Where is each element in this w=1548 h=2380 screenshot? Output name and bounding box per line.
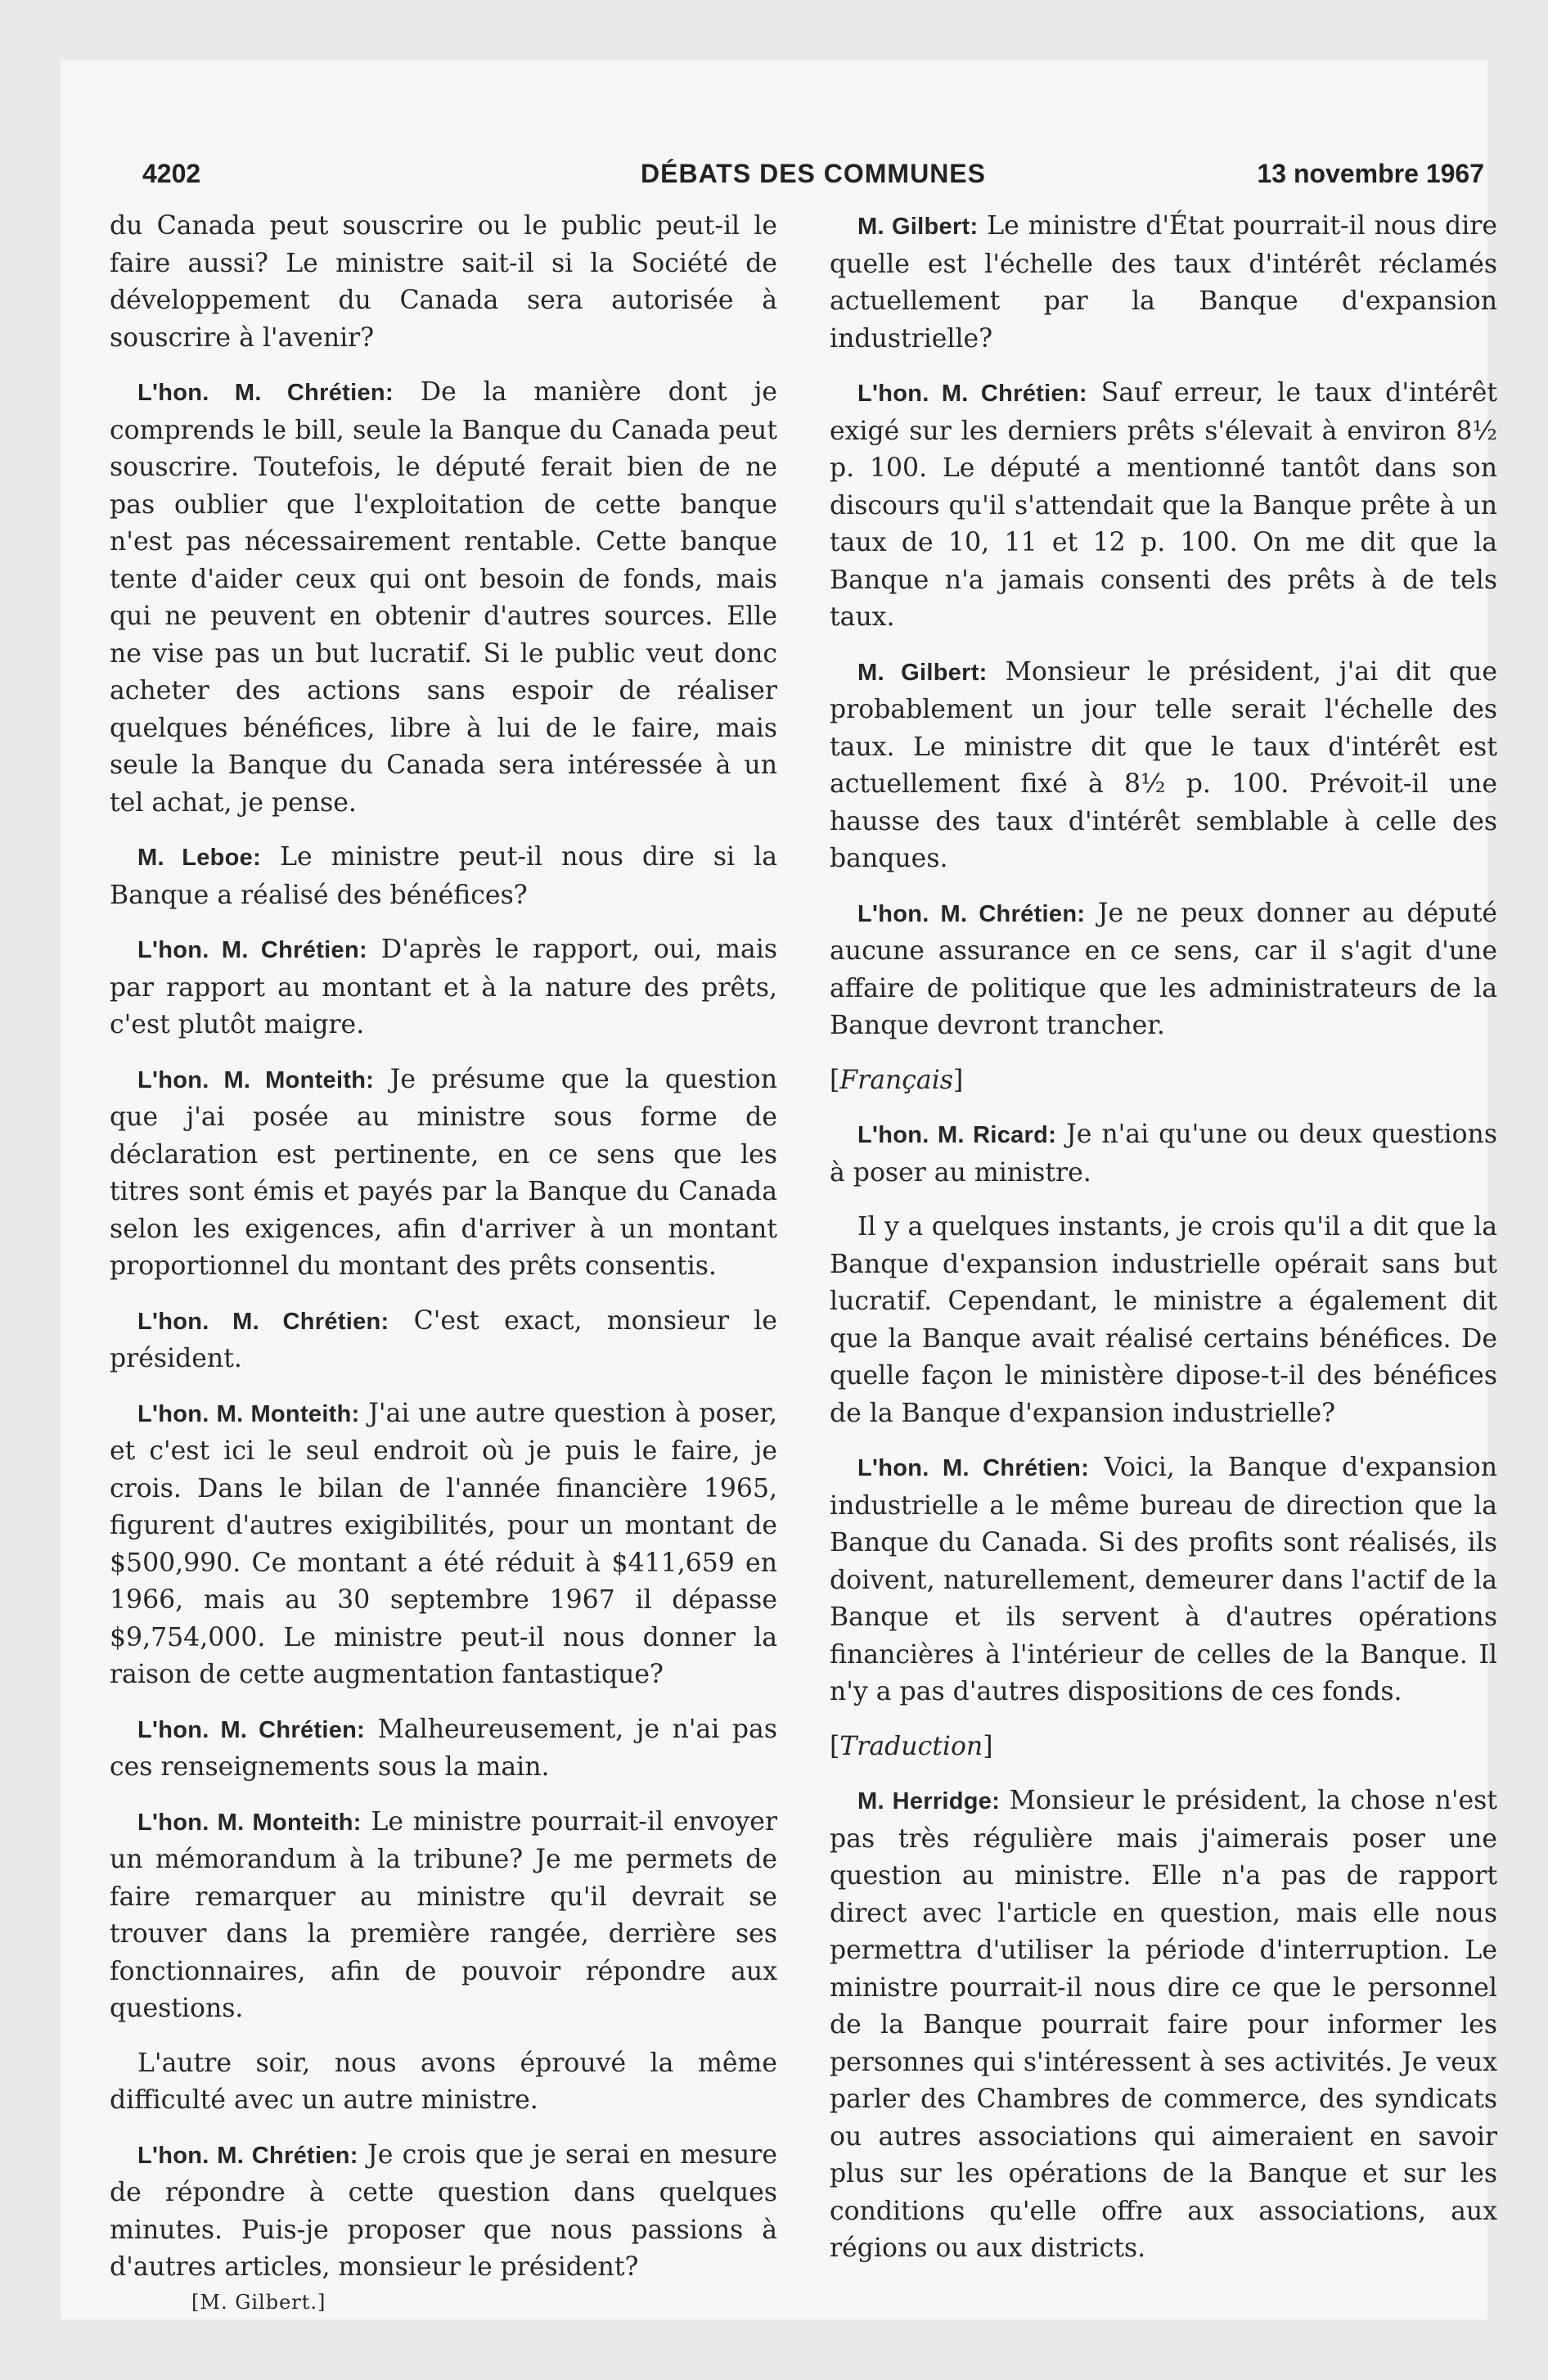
- paragraph: [110, 208, 777, 357]
- left-column: [110, 208, 777, 2304]
- paragraph-text: Je ne peux donner au député aucune assurance en ce sens, car il s'agit d'une affaire de politique que les administrateurs de la Banque devront trancher.: [830, 898, 1498, 1040]
- footnote: [M. Gilbert.]: [191, 2291, 326, 2314]
- speaker-name: L'hon. M. Chrétien:: [857, 381, 1087, 407]
- paragraph-text: Je présume que la question que j'ai posée au ministre sous forme de déclaration est pertinente, en ce sens que les titres sont émis et payés par la Banque du Canada selon les exigences, afin d'arriver à un montant proportionnel du montant des prêts consentis.: [110, 1064, 778, 1281]
- paragraph-text: Voici, la Banque d'expansion industrielle a le même bureau de direction que la Banque du Canada. Si des profits sont réalisés, ils doivent, naturellement, demeurer dans l'actif de la Banque et ils servent à d'autres opérations financières à l'intérieur de celles de la Banque. Il n'y a pas d'autres dispositions de ces fonds.: [830, 1453, 1498, 1706]
- paragraph: [110, 839, 777, 914]
- speaker-name: L'hon. M. Chrétien:: [137, 380, 394, 406]
- language-label: Français: [839, 1065, 953, 1095]
- page-date: 13 novembre 1967: [1257, 159, 1484, 188]
- paragraph: [830, 1783, 1497, 2268]
- paragraph-text: du Canada peut souscrire ou le public peut-il le faire aussi? Le ministre sait-il si la Société de développement du Canada sera autorisée à souscrire à l'avenir?: [110, 211, 777, 353]
- speaker-name: L'hon. M. Ricard:: [857, 1122, 1057, 1148]
- paragraph: [830, 1116, 1497, 1192]
- paragraph-text: L'autre soir, nous avons éprouvé la même difficulté avec un autre ministre.: [110, 2048, 777, 2115]
- page-number: 4202: [142, 159, 201, 188]
- speaker-name: L'hon. M. Chrétien:: [857, 1455, 1090, 1481]
- page-header: [142, 144, 1484, 201]
- speaker-name: L'hon. M. Monteith:: [137, 1400, 360, 1427]
- speaker-name: L'hon. M. Monteith:: [137, 1809, 362, 1836]
- paragraph-text: Monsieur le président, j'ai dit que probablement un jour telle serait l'échelle des taux. Le ministre dit que le taux d'intérêt est actuellement fixé à 8½ p. 100. Prévoit-il une hausse des taux d'intérêt semblable à celle des banques.: [830, 656, 1498, 873]
- language-marker: [Français]: [830, 1065, 964, 1095]
- speaker-name: M. Gilbert:: [857, 659, 988, 686]
- speaker-name: L'hon. M. Chrétien:: [137, 1716, 366, 1743]
- paragraph-text: C'est exact, monsieur le président.: [110, 1305, 777, 1373]
- right-column: [830, 208, 1497, 2285]
- speaker-name: L'hon. M. Chrétien:: [137, 1308, 389, 1335]
- paragraph-text: Le ministre peut-il nous dire si la Banque a réalisé des bénéfices?: [110, 842, 778, 910]
- paragraph: [110, 931, 777, 1044]
- paragraph: [110, 1062, 777, 1286]
- paragraph-text: Monsieur le président, la chose n'est pas très régulière mais j'aimerais poser une question au ministre. Elle n'a pas de rapport direct avec l'article en question, mais elle nous permettra d'utiliser la période d'interruption. Le ministre pourrait-il nous dire ce que le personnel de la Banque pourrait faire pour informer les personnes qui s'intéressent à ses activités. Je veux parler des Chambres de commerce, des syndicats ou autres associations qui aimeraient en savoir plus sur les opérations de la Banque et sur les conditions qu'elle offre aux associations, aux régions ou aux districts.: [830, 1786, 1497, 2263]
- paragraph-text: Sauf erreur, le taux d'intérêt exigé sur les derniers prêts s'élevait à environ 8½ p. 100. Le député a mentionné tantôt dans son discours qu'il s'attendait que la Banque prête à un taux de 10, 11 et 12 p. 100. On me dit que la Banque n'a jamais consenti des prêts à de tels taux.: [830, 378, 1497, 632]
- speaker-name: L'hon. M. Chrétien:: [137, 937, 367, 963]
- paragraph-text: Le ministre d'État pourrait-il nous dire quelle est l'échelle des taux d'intérêt réclamés actuellement par la Banque d'expansion industrielle?: [830, 211, 1497, 354]
- paragraph-text: Le ministre pourrait-il envoyer un mémorandum à la tribune? Je me permets de faire remarquer au ministre qu'il devrait se trouver dans la première rangée, derrière ses fonctionnaires, afin de pouvoir répondre aux questions.: [110, 1806, 778, 2023]
- paragraph: [830, 1209, 1497, 1432]
- language-marker: [Traduction]: [830, 1731, 993, 1761]
- paragraph: [110, 1711, 777, 1787]
- paragraph: [110, 2137, 777, 2287]
- page-title: DÉBATS DES COMMUNES: [641, 159, 986, 188]
- page-sheet: [61, 61, 1498, 2319]
- paragraph: [830, 375, 1497, 637]
- paragraph: [110, 1804, 777, 2028]
- speaker-name: L'hon. M. Chrétien:: [857, 900, 1086, 927]
- paragraph-text: J'ai une autre question à poser, et c'est ici le seul endroit où je puis le faire, je crois. Dans le bilan de l'année financière 1965, figurent d'autres exigibilités, pour un montant de $500,990. Ce montant a été réduit à $411,659 en 1966, mais au 30 septembre 1967 il dépasse $9,754,000. Le ministre peut-il nous donner la raison de cette augmentation fantastique?: [110, 1398, 778, 1689]
- paragraph-text: De la manière dont je comprends le bill, seule la Banque du Canada peut souscrire. Toutefois, le député ferait bien de ne pas oublier que l'exploitation de cette banque n'est pas nécessairement rentable. Cette banque tente d'aider ceux qui ont besoin de fonds, mais qui ne peuvent en obtenir d'autres sources. Elle ne vise pas un but lucratif. Si le public veut donc acheter des actions sans espoir de réaliser quelques bénéfices, libre à lui de le faire, mais seule la Banque du Canada sera intéressée à un tel achat, je pense.: [110, 377, 778, 818]
- paragraph: [110, 1303, 777, 1378]
- paragraph: [110, 1395, 777, 1694]
- paragraph: [830, 1449, 1497, 1711]
- paragraph-text: D'après le rapport, oui, mais par rapport au montant et à la nature des prêts, c'est plutôt maigre.: [110, 935, 778, 1039]
- speaker-name: M. Gilbert:: [857, 214, 979, 240]
- paragraph: [110, 374, 777, 822]
- paragraph: [110, 2045, 777, 2120]
- speaker-name: L'hon. M. Monteith:: [137, 1066, 375, 1093]
- paragraph-text: Je n'ai qu'une ou deux questions à poser au ministre.: [830, 1120, 1498, 1188]
- paragraph-text: Malheureusement, je n'ai pas ces renseignements sous la main.: [110, 1714, 777, 1782]
- paragraph: [830, 208, 1497, 358]
- speaker-name: L'hon. M. Chrétien:: [137, 2142, 358, 2169]
- speaker-name: M. Herridge:: [857, 1788, 1001, 1814]
- paragraph-text: Je crois que je serai en mesure de répondre à cette question dans quelques minutes. Puis-je proposer que nous passions à d'autres articles, monsieur le président?: [110, 2139, 777, 2282]
- language-label: Traduction: [839, 1731, 983, 1761]
- paragraph: [830, 654, 1497, 878]
- paragraph-text: Il y a quelques instants, je crois qu'il a dit que la Banque d'expansion industrielle opérait sans but lucratif. Cependant, le ministre a également dit que la Banque avait réalisé certains bénéfices. De quelle façon le ministère dipose-t-il des bénéfices de la Banque d'expansion industrielle?: [830, 1212, 1497, 1428]
- paragraph: [830, 895, 1497, 1045]
- speaker-name: M. Leboe:: [137, 845, 262, 871]
